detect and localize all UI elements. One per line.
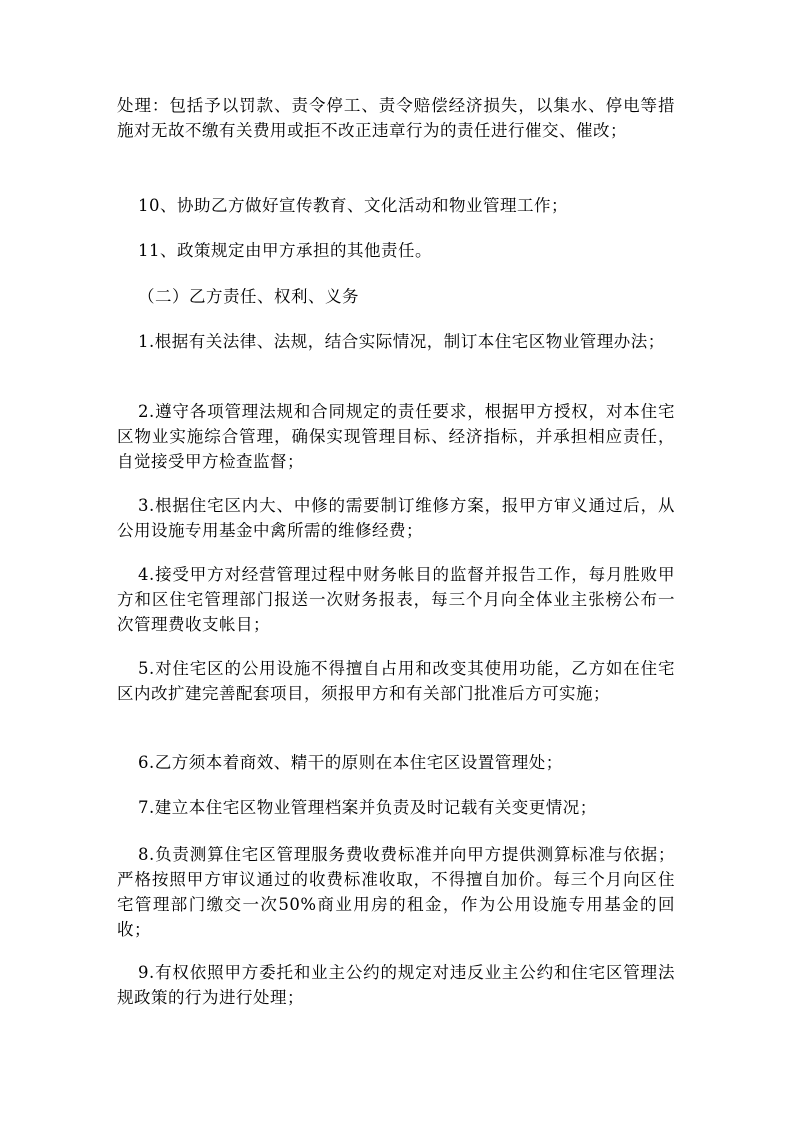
paragraph-b-item-7: 7.建立本住宅区物业管理档案并负责及时记载有关变更情况； — [138, 798, 597, 817]
section-heading-party-b: （二）乙方责任、权利、义务 — [138, 287, 359, 306]
paragraph-penalty-handling: 处理：包括予以罚款、责令停工、责令赔偿经济损失，以集水、停电等措施对无故不缴有关费用或拒不改正违章行为的责任进行催交、催改； — [117, 96, 675, 140]
paragraph-b-item-2: 2.遵守各项管理法规和合同规定的责任要求，根据甲方授权，对本住宅区物业实施综合管理，确保实现管理目标、经济指标，并承担相应责任，自觉接受甲方检查监督； — [117, 402, 675, 471]
paragraph-b-item-5: 5.对住宅区的公用设施不得擅自占用和改变其使用功能，乙方如在住宅区内改扩建完善配套项目，须报甲方和有关部门批准后方可实施； — [117, 659, 675, 703]
paragraph-b-item-3: 3.根据住宅区内大、中修的需要制订维修方案，报甲方审义通过后，从公用设施专用基金中禽所需的维修经费； — [117, 496, 675, 540]
paragraph-item-11: 11、政策规定由甲方承担的其他责任。 — [138, 241, 432, 260]
paragraph-b-item-9: 9.有权依照甲方委托和业主公约的规定对违反业主公约和住宅区管理法规政策的行为进行处理； — [117, 963, 675, 1007]
paragraph-b-item-1: 1.根据有关法律、法规，结合实际情况，制订本住宅区物业管理办法； — [138, 332, 665, 351]
paragraph-b-item-8: 8.负责测算住宅区管理服务费收费标准并向甲方提供测算标准与依据；严格按照甲方审议通过的收费标准收取，不得擅自加价。每三个月向区住宅管理部门缴交一次50%商业用房的租金，作为公用设施专用基金的回收； — [117, 845, 675, 939]
paragraph-b-item-6: 6.乙方须本着商效、精干的原则在本住宅区设置管理处； — [138, 753, 563, 772]
paragraph-b-item-4: 4.接受甲方对经营管理过程中财务帐目的监督并报告工作，每月胜败甲方和区住宅管理部门报送一次财务报表，每三个月向全体业主张榜公布一次管理费收支帐目； — [117, 565, 675, 634]
paragraph-item-10: 10、协助乙方做好宣传教育、文化活动和物业管理工作； — [138, 196, 568, 215]
